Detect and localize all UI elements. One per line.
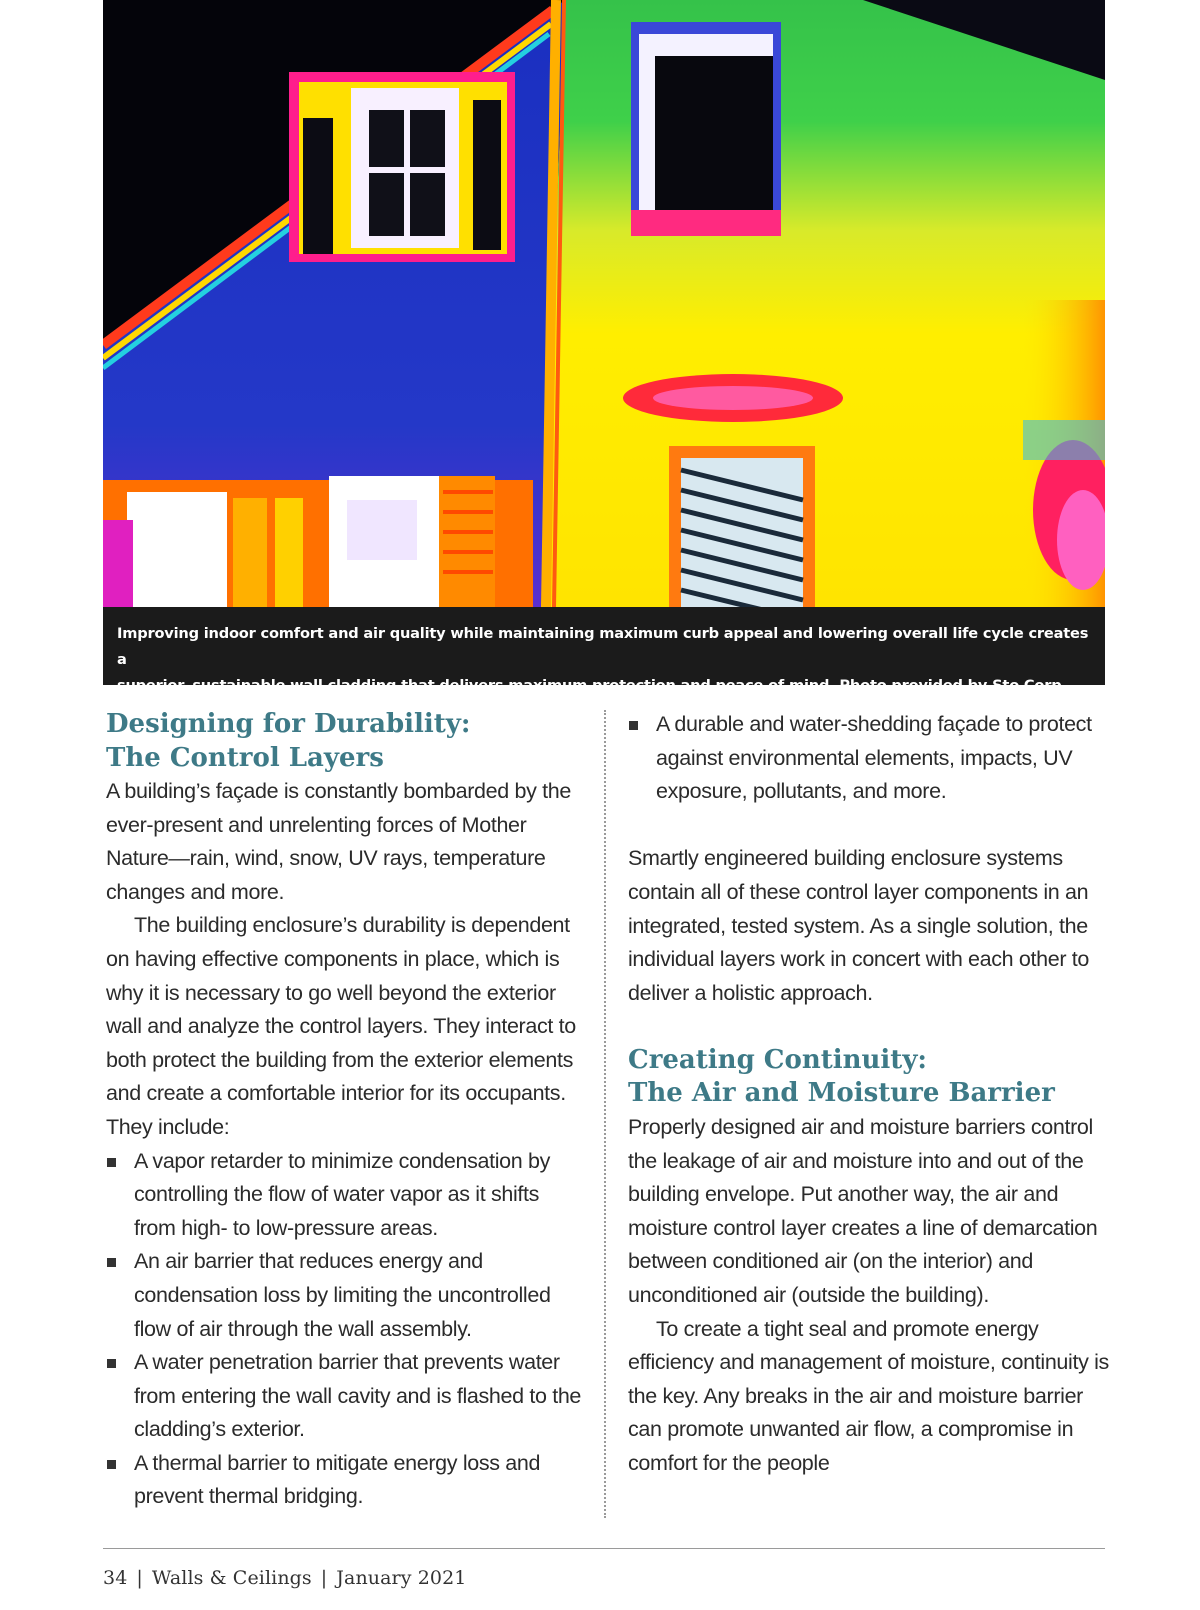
caption-line: Improving indoor comfort and air quality while maintaining maximum curb appeal and lowering overall life cycle creates a [117, 625, 1089, 668]
spacer [628, 809, 1114, 843]
publication-name: Walls & Ceilings [151, 1567, 312, 1589]
body-paragraph: A building’s façade is constantly bombarded by the ever-present and unrelenting forces of Mother Nature—rain, wind, snow, UV rays, temperature changes and more. [106, 779, 571, 904]
spacer [628, 1010, 1114, 1044]
control-layer-list [106, 1145, 586, 1515]
list-item-text: A water penetration barrier that prevents water from entering the wall cavity and is flashed to the cladding’s exterior. [134, 1350, 582, 1442]
square-bullet-icon [107, 1460, 116, 1469]
thermal-photo [103, 0, 1105, 607]
control-layer-list-continued [628, 708, 1114, 809]
list-item-text: A vapor retarder to minimize condensation by controlling the flow of water vapor as it shifts from high- to low-pressure areas. [134, 1148, 551, 1240]
list-item [106, 1245, 586, 1346]
body-paragraph: The building enclosure’s durability is dependent on having effective components in place, which is why it is necessary to go well beyond the exterior wall and analyze the control layers. They interact to both protect the building from the exterior elements and create a comfortable interior for its occupants. They include: [106, 913, 576, 1139]
square-bullet-icon [107, 1158, 116, 1167]
square-bullet-icon [107, 1359, 116, 1368]
heading-line: The Control Layers [106, 742, 384, 773]
issue-date: January 2021 [336, 1567, 467, 1589]
section-heading [628, 1044, 1114, 1111]
heading-line: The Air and Moisture Barrier [628, 1078, 1055, 1109]
list-item [106, 1145, 586, 1246]
square-bullet-icon [629, 721, 638, 730]
square-bullet-icon [107, 1258, 116, 1267]
list-item-text: A durable and water-shedding façade to protect against environmental elements, impacts, UV exposure, pollutants, and more. [656, 712, 1092, 804]
left-column [106, 708, 586, 1514]
body-paragraph: Smartly engineered building enclosure systems contain all of these control layer components in an integrated, tested system. As a single solution, the individual layers work in concert with each other to deliver a holistic approach. [628, 846, 1090, 1005]
list-item-text: An air barrier that reduces energy and condensation loss by limiting the uncontrolled flow of air through the wall assembly. [134, 1249, 551, 1341]
thermal-image-of-house-facade-icon [103, 0, 1105, 607]
list-item [106, 1346, 586, 1447]
heading-line: Designing for Durability: [106, 709, 471, 739]
body-paragraph: Properly designed air and moisture barriers control the leakage of air and moisture into and out of the building envelope. Put another way, the air and moisture control layer creates a line of demarcation between conditioned air (on the interior) and unconditioned air (outside the building). [628, 1114, 1098, 1307]
list-item-text: A thermal barrier to mitigate energy loss and prevent thermal bridging. [134, 1450, 541, 1509]
footer-separator: | [136, 1567, 143, 1589]
list-item [106, 1447, 586, 1514]
list-item [628, 708, 1114, 809]
footer-rule [103, 1548, 1105, 1549]
caption-line: superior, sustainable wall cladding that delivers maximum protection and peace of mind. Photo provided by Sto Corp. [117, 677, 1067, 694]
section-heading [106, 708, 586, 775]
body-paragraph: To create a tight seal and promote energy efficiency and management of moisture, continuity is the key. Any breaks in the air and moisture barrier can promote unwanted air flow, a compromise in comfort for the people [628, 1316, 1109, 1475]
right-column [628, 708, 1114, 1480]
column-divider [604, 710, 606, 1518]
footer-separator: | [320, 1567, 328, 1589]
page-footer [103, 1567, 466, 1589]
photo-caption [103, 607, 1105, 694]
heading-line: Creating Continuity: [628, 1044, 928, 1075]
page-number: 34 [103, 1567, 128, 1589]
